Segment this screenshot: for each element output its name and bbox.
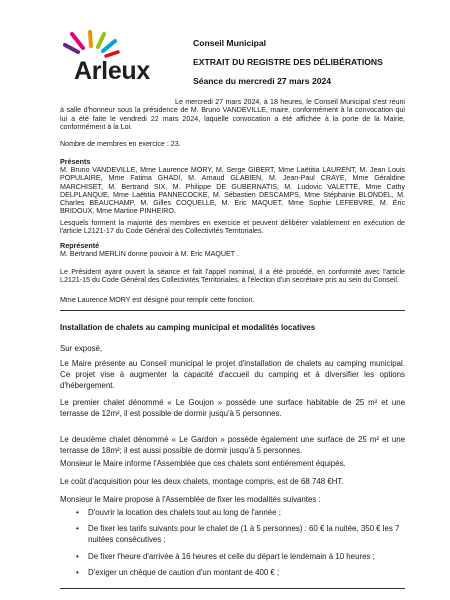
list-item — [60, 567, 405, 578]
list-item-text: D'exiger un chèque de caution d'un montant de 400 € ; — [88, 568, 280, 577]
presents-heading: Présents — [60, 157, 91, 166]
paragraph: Le deuxième chalet dénommé « Le Gardon » possède également une surface de 25 m² et une terrasse de 18m²; il est aussi possible de dormir jusqu'à 5 personnes. — [60, 435, 405, 455]
logo-text: Arleux — [74, 57, 151, 85]
opening-paragraph: Le Président ayant ouvert la séance et fait l'appel nominal, il a été procédé, en conformité avec l'article L2121-15 du Code Général des Collectivités Territoriales, à l'élection d'un secrétaire pris au sein du Conseil. — [60, 268, 405, 285]
represente-list: M. Bertrand MERLIN donne pouvoir à M. Eric MAQUET . — [60, 250, 239, 258]
members-count: Nombre de membres en exercice : 23. — [60, 140, 181, 148]
bullet-icon: • — [76, 508, 79, 517]
session-date: Séance du mercredi 27 mars 2024 — [193, 76, 332, 86]
quorum-note: Lesquels forment la majorité des membres en exercice et peuvent délibérer valablement en exécution de l'article L2121-17 du Code Général des Collectivités Territoriales. — [60, 219, 405, 236]
list-item — [60, 523, 405, 545]
divider — [60, 310, 405, 311]
register-title: EXTRAIT DU REGISTRE DES DÉLIBÉRATIONS — [193, 57, 383, 67]
bullet-icon: • — [76, 524, 79, 533]
list-item-text: De fixer l'heure d'arrivée à 16 heures et celle du départ le lendemain à 10 heures ; — [88, 552, 375, 561]
paragraph: Monsieur le Maire informe l'Assemblée que ces chalets sont entièrement équipés. — [60, 459, 346, 468]
bullet-icon: • — [76, 568, 79, 577]
list-item — [60, 507, 405, 518]
list-item — [60, 551, 405, 562]
divider — [60, 588, 405, 589]
secretary-paragraph: Mme Laurence MORY est désigné pour remplir cette fonction. — [60, 296, 255, 304]
presents-list: M. Bruno VANDEVILLE, Mme Laurence MORY, M. Serge GIBERT, Mme Laëtitia LAURENT, M. Jean Louis POPULAIRE, Mme Fatima GHADI, M. Arnaud GLABIEN, M. Jean-Paul CRAYE, Mme Géraldine MARCHISET, M. Bertrand SIX, M. Philippe DE GUBERNATIS, M. Ludovic VALETTE, Mme Cathy DELPLANQUE, Mme Laëtitia PANNECOCKE, M. Sébastien DESCAMPS, Mme Stéphanie BLONDEL, M. Charles BEAUCHAMP, M. Gilles COQUELLE, M. Eric MAQUET, Mme Sophie LEFEBVRE, M. Éric BRIDOUX, Mme Martine PINHEIRO. — [60, 166, 405, 216]
list-item-text: D'ouvrir la location des chalets tout au long de l'année ; — [88, 508, 281, 517]
bullet-icon: • — [76, 552, 79, 561]
section-title: Installation de chalets au camping municipal et modalités locatives — [60, 323, 316, 332]
arleux-logo — [60, 30, 160, 95]
paragraph: Le Maire présente au Conseil municipal le projet d'installation de chalets au camping municipal. Ce projet vise à augmenter la capacité d'accueil du camping et à diversifier les options d'hébergement. — [60, 359, 405, 390]
paragraph: Le premier chalet dénommé « Le Goujon » possède une surface habitable de 25 m² et une terrasse de 12m², il est possible de dormir jusqu'à 5 personnes. — [60, 398, 405, 418]
paragraph: Monsieur le Maire propose à l'Assemblée de fixer les modalités suivantes : — [60, 495, 321, 504]
represente-heading: Représenté — [60, 241, 100, 250]
list-item-text: De fixer les tarifs suivants pour le chalet de (1 à 5 personnes) : 60 € la nuitée, 350 € les 7 nuitées consécutives ; — [88, 524, 400, 544]
intro-paragraph: Le mercredi 27 mars 2024, à 18 heures, le Conseil Municipal s'est réuni à salle d'honneur sous la présidence de M. Bruno VANDEVILLE, maire, conformément à la convocation qui lui a été faite le vendredi 22 mars 2024, laquelle convocation a été affichée à la porte de la Mairie, conformément à la Loi. — [60, 98, 405, 131]
paragraph: Sur exposé, — [60, 344, 103, 353]
modalities-list — [60, 507, 405, 583]
council-title: Conseil Municipal — [193, 38, 267, 48]
paragraph: Le coût d'acquisition pour les deux chalets, montage compris, est de 68 748 €HT. — [60, 477, 344, 486]
